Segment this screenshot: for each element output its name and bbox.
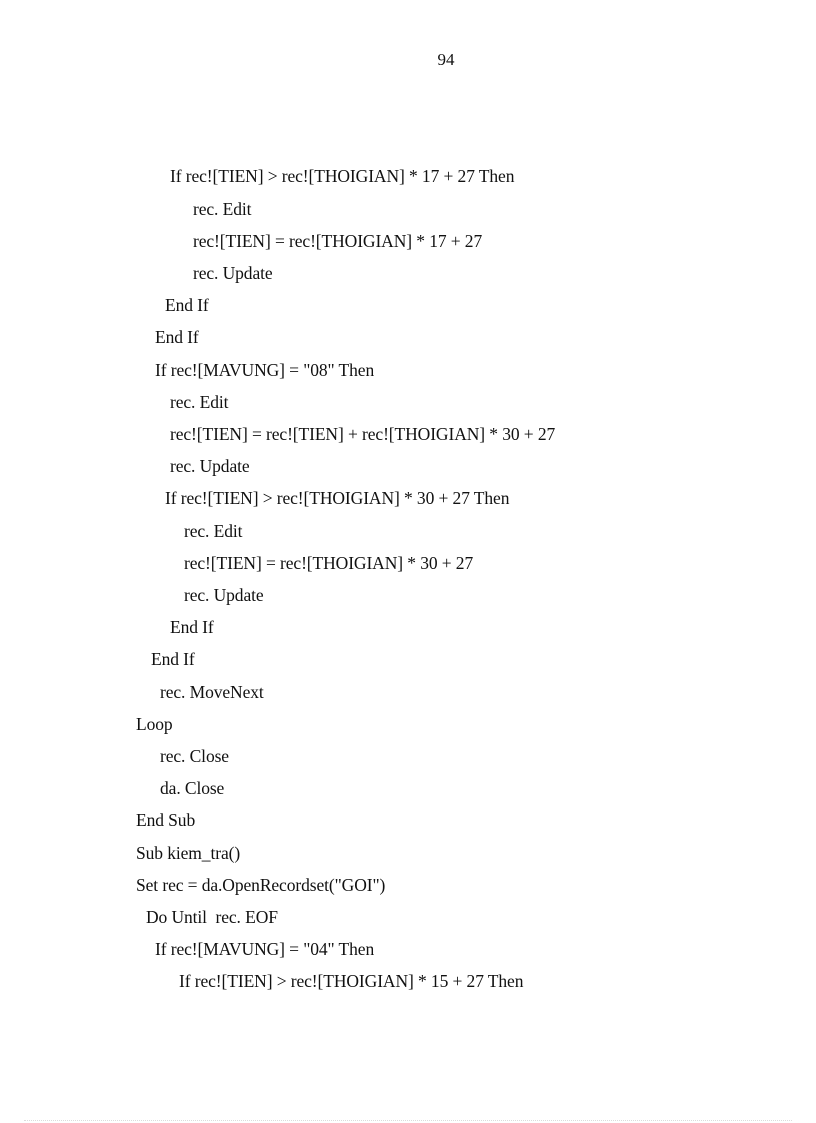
code-line: rec. Update <box>184 585 264 605</box>
code-line: rec. Update <box>193 263 273 283</box>
code-line: If rec![TIEN] > rec![THOIGIAN] * 17 + 27 Then <box>170 166 515 186</box>
code-line: Loop <box>136 714 173 734</box>
code-line: rec. MoveNext <box>160 682 264 702</box>
code-line: End If <box>151 649 195 669</box>
code-line: da. Close <box>160 778 225 798</box>
code-line: Sub kiem_tra() <box>136 843 241 863</box>
code-line: Set rec = da.OpenRecordset("GOI") <box>136 875 386 895</box>
code-line: rec![TIEN] = rec![THOIGIAN] * 30 + 27 <box>184 553 474 573</box>
code-line: If rec![MAVUNG] = "08" Then <box>155 360 375 380</box>
code-line: rec. Update <box>170 456 250 476</box>
code-line: rec. Edit <box>193 199 252 219</box>
code-line: End If <box>155 327 199 347</box>
code-line: If rec![MAVUNG] = "04" Then <box>155 939 375 959</box>
page-number: 94 <box>437 50 455 69</box>
code-line: End If <box>165 295 209 315</box>
code-line: End If <box>170 617 214 637</box>
code-line: If rec![TIEN] > rec![THOIGIAN] * 30 + 27 Then <box>165 488 510 508</box>
code-line: End Sub <box>136 810 196 830</box>
code-line: If rec![TIEN] > rec![THOIGIAN] * 15 + 27 Then <box>179 971 524 991</box>
code-line: Do Until rec. EOF <box>146 907 278 927</box>
code-line: rec. Edit <box>170 392 229 412</box>
page-bottom-divider <box>24 1120 792 1121</box>
code-line: rec![TIEN] = rec![THOIGIAN] * 17 + 27 <box>193 231 483 251</box>
code-line: rec![TIEN] = rec![TIEN] + rec![THOIGIAN] * 30 + 27 <box>170 424 556 444</box>
code-line: rec. Edit <box>184 521 243 541</box>
code-line: rec. Close <box>160 746 229 766</box>
